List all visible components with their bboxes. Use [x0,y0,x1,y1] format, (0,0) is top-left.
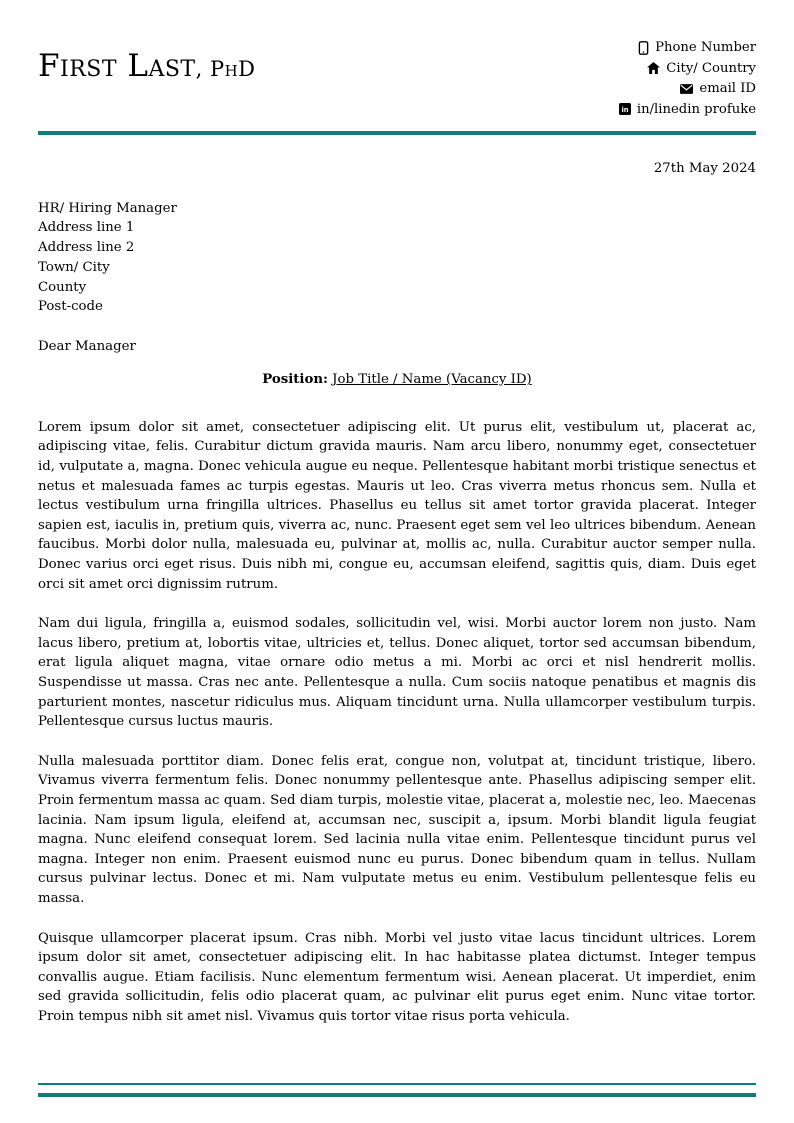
position-value: Job Title / Name (Vacancy ID) [332,372,532,388]
letter-date: 27th May 2024 [653,161,756,176]
contact-phone [638,38,756,58]
body-paragraph: Nam dui ligula, fringilla a, euismod sodales, sollicitudin vel, wisi. Morbi auctor lorem non justo. Nam lacus libero, pretium at, lobortis vitae, ultricies et, tellus. Donec aliquet, tortor sed accumsan bibendum, erat ligula aliquet magna, vitae ornare odio metus a mi. Morbi ac orci et nisl hendrerit mollis. Suspendisse ut massa. Cras nec ante. Pellentesque a nulla. Cum sociis natoque penatibus et magnis dis parturient montes, nascetur ridiculus mus. Aliquam tincidunt urna. Nulla ullamcorper vestibulum turpis. Pellentesque cursus luctus mauris. [38,616,756,730]
recipient-line: Address line 2 [38,240,135,256]
sender-name [38,48,256,84]
salutation: Dear Manager [38,339,136,355]
contact-linkedin [619,100,756,120]
recipient-line: County [38,279,87,295]
body-paragraph: Nulla malesuada porttitor diam. Donec felis erat, congue non, volutpat at, tincidunt tristique, libero. Vivamus viverra fermentum felis. Donec nonummy pellentesque ante. Phasellus adipiscing semper elit. Proin fermentum massa ac quam. Sed diam turpis, molestie vitae, placerat a, molestie nec, leo. Maecenas lacinia. Nam ipsum ligula, eleifend at, accumsan nec, suscipit a, ipsum. Morbi blandit ligula feugiat magna. Nunc eleifend consequat lorem. Sed lacinia nulla vitae enim. Pellentesque tincidunt purus vel magna. Integer non enim. Praesent euismod nunc eu purus. Donec bibendum quam in tellus. Nullam cursus pulvinar lectus. Donec et mi. Nam vulputate metus eu enim. Vestibulum pellentesque felis eu massa. [38,753,756,906]
body-paragraph: Quisque ullamcorper placerat ipsum. Cras nibh. Morbi vel justo vitae lacus tincidunt ultrices. Lorem ipsum dolor sit amet, consectetuer adipiscing elit. In hac habitasse platea dictumst. Integer tempus convallis augue. Etiam facilisis. Nunc elementum fermentum wisi. Aenean placerat. Ut imperdiet, enim sed gravida sollicitudin, felis odio placerat quam, ac pulvinar elit purus eget enim. Nunc vitae tortor. Proin tempus nibh sit amet nisl. Vivamus quis tortor vitae risus porta vehicula. [38,930,756,1024]
position-line [38,370,756,390]
linkedin-icon [619,103,631,115]
header-rule [38,131,756,135]
recipient-line: Address line 1 [38,220,135,236]
sender-name-suffix: , PhD [195,57,256,81]
home-icon [647,62,660,74]
contact-location [647,59,756,79]
sender-name-primary: First Last [38,48,196,84]
letter-header [38,38,756,119]
recipient-line: Post-code [38,299,103,315]
footer-rule-thick [38,1093,756,1097]
body-paragraph: Lorem ipsum dolor sit amet, consectetuer adipiscing elit. Ut purus elit, vestibulum ut, placerat ac, adipiscing vitae, felis. Curabitur dictum gravida mauris. Nam arcu libero, nonummy eget, consectetuer id, vulputate a, magna. Donec vehicula augue eu neque. Pellentesque habitant morbi tristique senectus et netus et malesuada fames ac turpis egestas. Mauris ut leo. Cras viverra metus rhoncus sem. Nulla et lectus vestibulum urna fringilla ultrices. Phasellus eu tellus sit amet tortor gravida placerat. Integer sapien est, iaculis in, pretium quis, viverra ac, nunc. Praesent eget sem vel leo ultrices bibendum. Aenean faucibus. Morbi dolor nulla, malesuada eu, pulvinar at, mollis ac, nulla. Curabitur auctor semper nulla. Donec varius orci eget risus. Duis nibh mi, congue eu, accumsan eleifend, sagittis quis, diam. Duis eget orci sit amet orci dignissim rutrum. [38,419,756,592]
contact-info [619,38,756,119]
contact-location-label: City/ Country [666,60,756,76]
contact-email [680,79,756,99]
recipient-address [38,199,756,318]
recipient-line: HR/ Hiring Manager [38,200,177,216]
contact-linkedin-label: in/linedin profuke [636,101,756,117]
position-label: Position: [262,372,328,388]
footer-rule-thin [38,1083,756,1085]
phone-icon [638,41,649,55]
contact-email-label: email ID [699,81,756,96]
footer-rules [38,1083,756,1097]
email-icon [680,84,693,94]
svg-text:in: in [621,106,629,114]
recipient-line: Town/ City [38,259,110,275]
contact-phone-label: Phone Number [655,40,756,55]
